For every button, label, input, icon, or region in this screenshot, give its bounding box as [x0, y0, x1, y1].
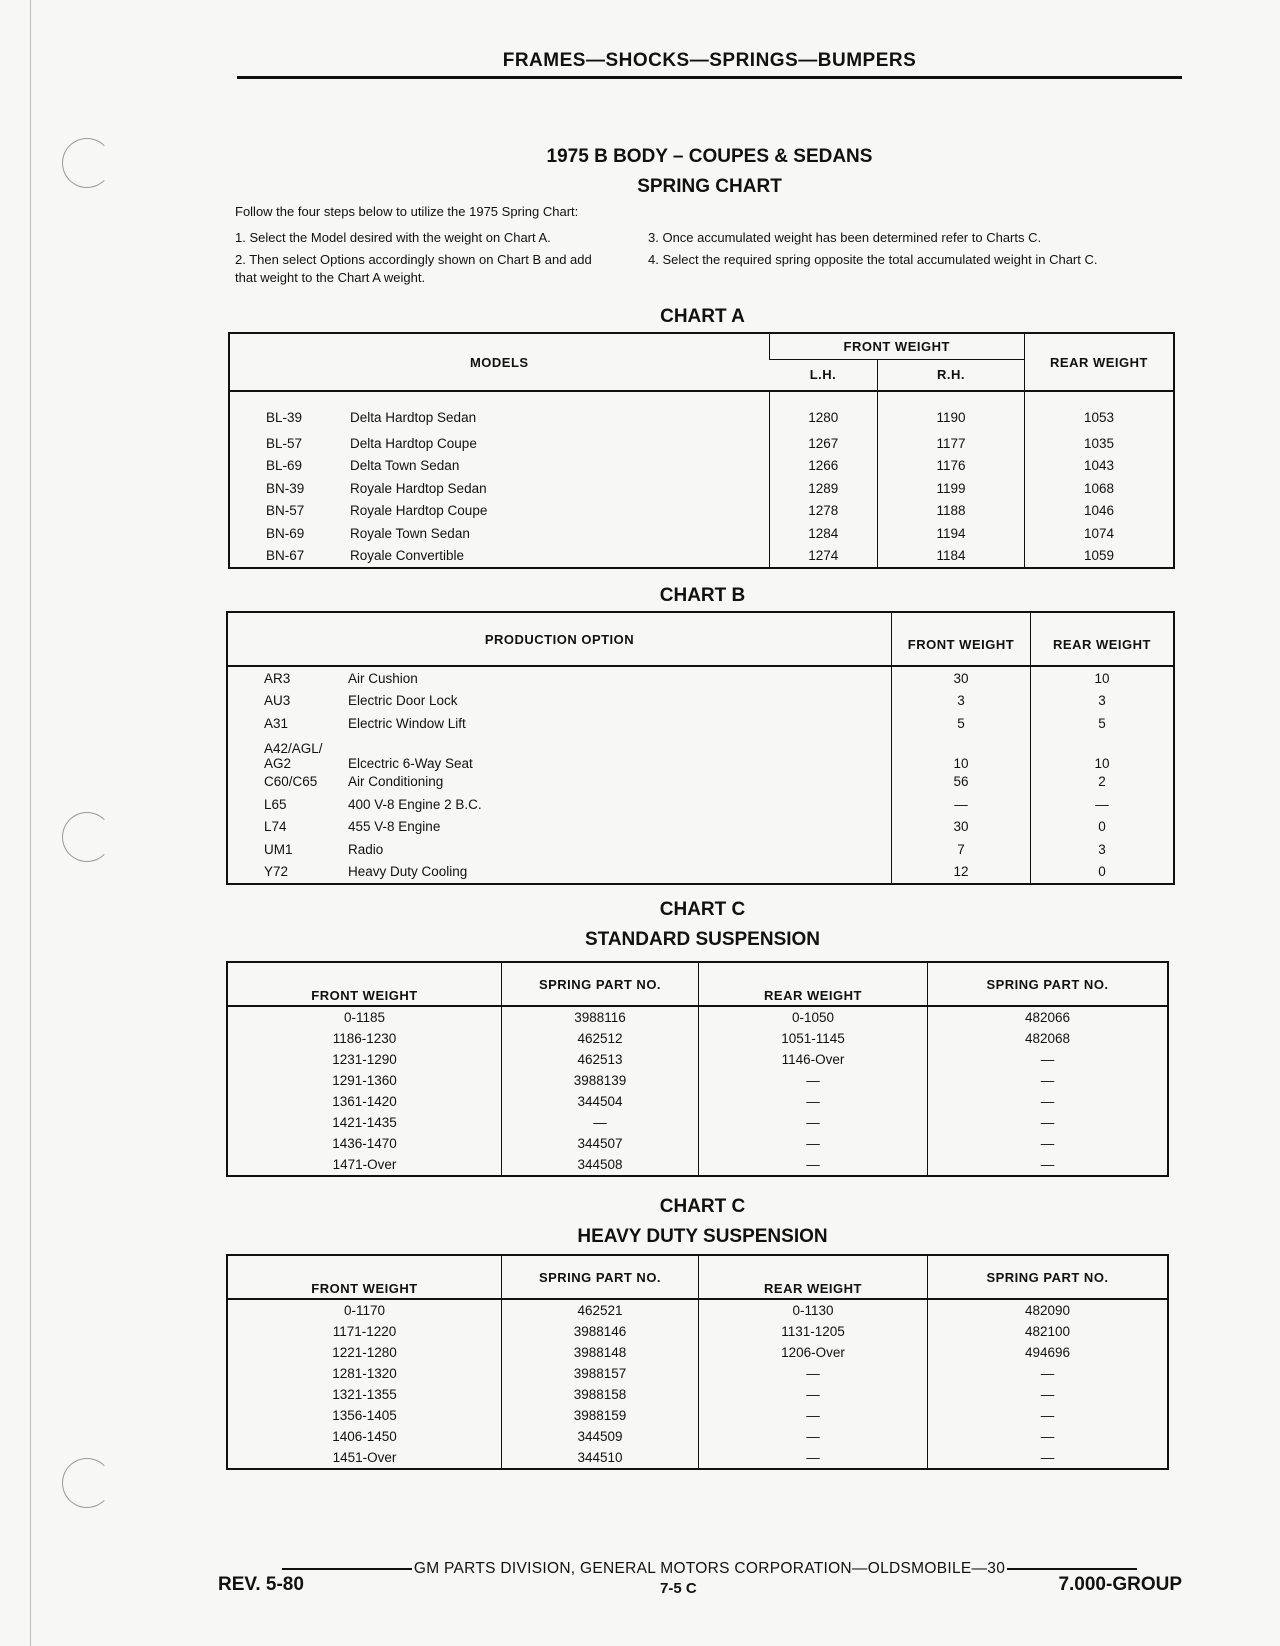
model-code: BN-57: [266, 503, 305, 519]
spring-row: [227, 1342, 1168, 1363]
rear-weight: 1068: [1025, 477, 1175, 500]
option-code: AU3: [264, 693, 291, 709]
front-weight-rh: 1190: [878, 391, 1025, 432]
front-weight-header: FRONT WEIGHT: [227, 1255, 502, 1299]
chart-a-table: [228, 332, 1175, 569]
chart-b-row: [227, 712, 1174, 735]
rear-weight-range: 1206-Over: [699, 1342, 928, 1363]
model-name: Delta Hardtop Coupe: [350, 435, 477, 451]
option-front-weight: —: [892, 793, 1031, 816]
chart-b-row: [227, 771, 1174, 794]
front-spring-part: 344508: [502, 1154, 699, 1176]
front-weight-range: 0-1185: [343, 1010, 386, 1025]
rear-spring-part: —: [928, 1426, 1169, 1447]
rear-weight: 1074: [1025, 522, 1175, 545]
front-weight-lh: 1284: [769, 522, 878, 545]
rear-spring-part: —: [928, 1091, 1169, 1112]
footer-rule-left: [282, 1568, 412, 1570]
footer-publisher: [237, 1560, 1182, 1578]
model-code: BN-67: [266, 548, 305, 564]
spring-row: [227, 1133, 1168, 1154]
spring-row: [227, 1070, 1168, 1091]
front-weight-rh: 1188: [878, 500, 1025, 523]
spring-part-rear-header: SPRING PART NO.: [928, 962, 1169, 1006]
spring-part-rear-header: SPRING PART NO.: [928, 1255, 1169, 1299]
option-code: A42/AGL/ AG2: [264, 740, 323, 771]
chart-c-std-heading: CHART C: [659, 899, 746, 920]
option-code: L74: [264, 819, 287, 835]
page-title: 1975 B BODY – COUPES & SEDANS: [546, 146, 873, 167]
model-name: Royale Hardtop Coupe: [350, 503, 488, 519]
model-code: BN-69: [266, 525, 305, 541]
chart-a-body: [229, 391, 1174, 568]
model-code: BL-57: [266, 435, 303, 451]
rear-spring-part: 494696: [928, 1342, 1169, 1363]
footer-rule-right: [1007, 1568, 1137, 1570]
intro-text: Follow the four steps below to utilize the 1975 Spring Chart:: [235, 204, 579, 219]
front-weight-rh: 1194: [878, 522, 1025, 545]
front-weight-range: 1406-1450: [332, 1429, 397, 1444]
option-rear-weight: 5: [1031, 712, 1175, 735]
spring-row: [227, 1321, 1168, 1342]
front-weight-range: 1281-1320: [332, 1366, 397, 1381]
chart-b-row: [227, 666, 1174, 690]
chart-a-row: [229, 455, 1174, 478]
front-weight-lh: 1267: [769, 432, 878, 455]
rear-weight-range: —: [699, 1426, 928, 1447]
front-weight-header: FRONT WEIGHT: [227, 962, 502, 1006]
chart-a-row: [229, 432, 1174, 455]
option-code: A31: [264, 715, 289, 731]
rear-weight-range: 1051-1145: [699, 1028, 928, 1049]
chart-b-body: [227, 666, 1174, 884]
option-code: C60/C65: [264, 774, 318, 790]
chart-a-row: [229, 477, 1174, 500]
rear-weight-range: —: [699, 1133, 928, 1154]
front-weight-range: 1171-1220: [332, 1324, 397, 1339]
front-spring-part: 344510: [502, 1447, 699, 1469]
option-code: AR3: [264, 670, 291, 686]
chart-b-row: [227, 838, 1174, 861]
front-spring-part: 462521: [502, 1299, 699, 1321]
rear-weight-header: REAR WEIGHT: [1031, 612, 1175, 666]
front-weight-range: 1436-1470: [332, 1136, 397, 1151]
chart-b-row: [227, 690, 1174, 713]
front-spring-part: —: [502, 1112, 699, 1133]
rear-weight: 1046: [1025, 500, 1175, 523]
rear-spring-part: 482100: [928, 1321, 1169, 1342]
option-name: 400 V-8 Engine 2 B.C.: [348, 796, 482, 812]
option-rear-weight: 10: [1031, 666, 1175, 690]
rear-weight-range: —: [699, 1405, 928, 1426]
front-spring-part: 3988159: [502, 1405, 699, 1426]
chart-a-row: [229, 545, 1174, 569]
spring-part-front-header: SPRING PART NO.: [502, 1255, 699, 1299]
spring-row: [227, 1299, 1168, 1321]
front-weight-range: 1221-1280: [332, 1345, 397, 1360]
front-weight-header: FRONT WEIGHT: [769, 333, 1025, 359]
chart-c-std-subheading: STANDARD SUSPENSION: [584, 929, 821, 950]
model-name: Royale Convertible: [350, 548, 465, 564]
rear-spring-part: 482066: [928, 1006, 1169, 1028]
rear-spring-part: —: [928, 1363, 1169, 1384]
rear-spring-part: —: [928, 1405, 1169, 1426]
chart-b-row: [227, 861, 1174, 885]
option-rear-weight: 3: [1031, 838, 1175, 861]
front-spring-part: 344504: [502, 1091, 699, 1112]
section-header: FRAMES—SHOCKS—SPRINGS—BUMPERS: [502, 50, 917, 71]
option-rear-weight: 10: [1031, 735, 1175, 771]
step-4: 4. Select the required spring opposite the total accumulated weight in Chart C.: [648, 252, 1098, 267]
rear-weight-range: —: [699, 1112, 928, 1133]
chart-a-row: [229, 500, 1174, 523]
front-weight-range: 1186-1230: [332, 1031, 397, 1046]
option-front-weight: 56: [892, 771, 1031, 794]
chart-c-hd-subheading: HEAVY DUTY SUSPENSION: [577, 1226, 828, 1247]
option-rear-weight: 0: [1031, 816, 1175, 839]
chart-b-row: [227, 735, 1174, 771]
front-weight-range: 1231-1290: [332, 1052, 397, 1067]
spring-row: [227, 1112, 1168, 1133]
front-spring-part: 3988146: [502, 1321, 699, 1342]
rear-weight-header: REAR WEIGHT: [1025, 333, 1175, 391]
front-spring-part: 3988148: [502, 1342, 699, 1363]
footer-publisher-text: GM PARTS DIVISION, GENERAL MOTORS CORPORATION—OLDSMOBILE—30: [413, 1560, 1006, 1577]
front-weight-range: 1361-1420: [332, 1094, 397, 1109]
front-weight-range: 0-1170: [343, 1303, 386, 1318]
front-weight-range: 1421-1435: [332, 1115, 397, 1130]
front-spring-part: 344509: [502, 1426, 699, 1447]
rear-weight-range: —: [699, 1363, 928, 1384]
option-front-weight: 3: [892, 690, 1031, 713]
revision-label: REV. 5-80: [218, 1574, 304, 1595]
spring-row: [227, 1028, 1168, 1049]
rear-spring-part: —: [928, 1154, 1169, 1176]
rear-weight-range: —: [699, 1447, 928, 1469]
front-weight-range: 1291-1360: [332, 1073, 397, 1088]
front-weight-lh: 1278: [769, 500, 878, 523]
option-name: Air Conditioning: [348, 774, 444, 790]
chart-a-row: [229, 522, 1174, 545]
page-number: 7-5 C: [660, 1580, 697, 1597]
front-weight-rh: 1184: [878, 545, 1025, 569]
spring-row: [227, 1426, 1168, 1447]
front-spring-part: 462512: [502, 1028, 699, 1049]
page-subtitle: SPRING CHART: [637, 176, 782, 197]
rh-header: R.H.: [878, 359, 1025, 391]
model-name: Royale Hardtop Sedan: [350, 480, 487, 496]
rear-weight-range: —: [699, 1070, 928, 1091]
lh-header: L.H.: [769, 359, 878, 391]
header-rule: [237, 76, 1182, 79]
option-front-weight: 30: [892, 666, 1031, 690]
front-spring-part: 3988157: [502, 1363, 699, 1384]
rear-spring-part: —: [928, 1133, 1169, 1154]
option-front-weight: 10: [892, 735, 1031, 771]
option-name: 455 V-8 Engine: [348, 819, 441, 835]
front-weight-rh: 1177: [878, 432, 1025, 455]
chart-b-heading: CHART B: [659, 585, 746, 606]
punch-hole-bottom: [62, 1458, 112, 1508]
model-name: Delta Town Sedan: [350, 458, 460, 474]
chart-b-row: [227, 816, 1174, 839]
front-weight-lh: 1274: [769, 545, 878, 569]
spring-row: [227, 1447, 1168, 1469]
front-spring-part: 3988139: [502, 1070, 699, 1091]
rear-weight-header: REAR WEIGHT: [699, 962, 928, 1006]
chart-c-std-table: [226, 961, 1169, 1177]
spring-row: [227, 1091, 1168, 1112]
model-name: Royale Town Sedan: [350, 525, 470, 541]
rear-weight-range: —: [699, 1154, 928, 1176]
rear-weight-range: —: [699, 1384, 928, 1405]
step-1: 1. Select the Model desired with the weight on Chart A.: [235, 230, 551, 245]
option-front-weight: 7: [892, 838, 1031, 861]
rear-weight: 1043: [1025, 455, 1175, 478]
option-code: UM1: [264, 841, 293, 857]
front-weight-header: FRONT WEIGHT: [892, 612, 1031, 666]
option-front-weight: 30: [892, 816, 1031, 839]
spring-row: [227, 1154, 1168, 1176]
option-rear-weight: 2: [1031, 771, 1175, 794]
spring-row: [227, 1405, 1168, 1426]
rear-weight-range: 0-1130: [699, 1299, 928, 1321]
chart-b-table: [226, 611, 1175, 885]
rear-spring-part: —: [928, 1112, 1169, 1133]
steps-left: [235, 229, 615, 291]
group-label: 7.000-GROUP: [1058, 1574, 1182, 1595]
rear-spring-part: —: [928, 1384, 1169, 1405]
front-spring-part: 3988116: [502, 1006, 699, 1028]
option-code: L65: [264, 796, 287, 812]
model-code: BL-69: [266, 458, 303, 474]
rear-weight-range: 1131-1205: [699, 1321, 928, 1342]
model-name: Delta Hardtop Sedan: [350, 409, 477, 425]
step-2: 2. Then select Options accordingly shown on Chart B and add that weight to the Chart A weight.: [235, 252, 592, 285]
option-name: Elcectric 6-Way Seat: [348, 755, 473, 771]
chart-a-heading: CHART A: [660, 306, 745, 327]
rear-weight: 1035: [1025, 432, 1175, 455]
front-weight-rh: 1199: [878, 477, 1025, 500]
front-spring-part: 462513: [502, 1049, 699, 1070]
front-weight-lh: 1280: [769, 391, 878, 432]
punch-hole-middle: [62, 812, 112, 862]
rear-spring-part: —: [928, 1049, 1169, 1070]
option-name: Electric Door Lock: [348, 693, 458, 709]
front-weight-rh: 1176: [878, 455, 1025, 478]
option-rear-weight: 3: [1031, 690, 1175, 713]
option-code: Y72: [264, 864, 289, 880]
front-weight-lh: 1266: [769, 455, 878, 478]
chart-c-std-body: [227, 1006, 1168, 1176]
option-front-weight: 12: [892, 861, 1031, 885]
front-weight-range: 1321-1355: [332, 1387, 397, 1402]
chart-b-row: [227, 793, 1174, 816]
spring-part-front-header: SPRING PART NO.: [502, 962, 699, 1006]
chart-c-hd-body: [227, 1299, 1168, 1469]
option-name: Heavy Duty Cooling: [348, 864, 468, 880]
option-name: Electric Window Lift: [348, 715, 466, 731]
option-rear-weight: —: [1031, 793, 1175, 816]
spring-row: [227, 1049, 1168, 1070]
production-option-header: PRODUCTION OPTION: [227, 612, 892, 666]
rear-spring-part: —: [928, 1447, 1169, 1469]
chart-c-hd-heading: CHART C: [659, 1196, 746, 1217]
rear-weight-range: 1146-Over: [699, 1049, 928, 1070]
rear-spring-part: 482068: [928, 1028, 1169, 1049]
rear-weight-range: 0-1050: [699, 1006, 928, 1028]
option-front-weight: 5: [892, 712, 1031, 735]
rear-weight: 1059: [1025, 545, 1175, 569]
front-weight-range: 1356-1405: [332, 1408, 397, 1423]
rear-weight-range: —: [699, 1091, 928, 1112]
chart-a-row: [229, 391, 1174, 432]
page-edge: [30, 0, 31, 1646]
front-spring-part: 344507: [502, 1133, 699, 1154]
rear-weight: 1053: [1025, 391, 1175, 432]
step-3: 3. Once accumulated weight has been determined refer to Charts C.: [648, 230, 1042, 245]
spring-row: [227, 1006, 1168, 1028]
spring-row: [227, 1363, 1168, 1384]
option-name: Radio: [348, 841, 384, 857]
front-weight-range: 1471-Over: [332, 1157, 397, 1172]
option-rear-weight: 0: [1031, 861, 1175, 885]
steps-right: [648, 229, 1208, 273]
option-name: Air Cushion: [348, 670, 418, 686]
model-code: BN-39: [266, 480, 305, 496]
rear-spring-part: 482090: [928, 1299, 1169, 1321]
rear-spring-part: —: [928, 1070, 1169, 1091]
models-header: MODELS: [229, 333, 769, 391]
front-weight-range: 1451-Over: [332, 1450, 397, 1465]
model-code: BL-39: [266, 409, 303, 425]
spring-row: [227, 1384, 1168, 1405]
chart-c-hd-table: [226, 1254, 1169, 1470]
punch-hole-top: [62, 138, 112, 188]
rear-weight-header: REAR WEIGHT: [699, 1255, 928, 1299]
front-weight-lh: 1289: [769, 477, 878, 500]
front-spring-part: 3988158: [502, 1384, 699, 1405]
